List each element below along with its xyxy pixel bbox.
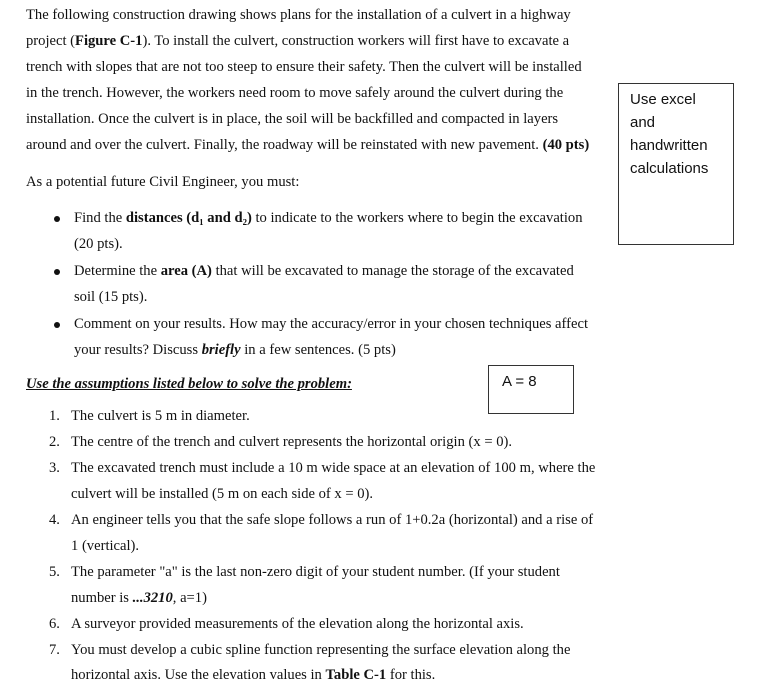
assumption-3-number: 3. bbox=[49, 460, 60, 476]
assumption-2-number: 2. bbox=[49, 434, 60, 450]
assumption-4-text-cont: 1 (vertical). bbox=[71, 538, 140, 554]
assumption-3-text-cont: culvert will be installed (5 m on each side of x = 0). bbox=[71, 486, 374, 502]
assumptions-heading: Use the assumptions listed below to solve the problem: bbox=[26, 376, 352, 392]
assumption-7-text-cont: horizontal axis. Use the elevation values in Table C-1 for this. bbox=[71, 667, 436, 683]
intro-line-3: trench with slopes that are not too steep to ensure their safety. Then the culvert will be installed bbox=[26, 59, 582, 75]
role-line: As a potential future Civil Engineer, you must: bbox=[26, 174, 300, 190]
assumption-7-number: 7. bbox=[49, 642, 60, 658]
assumption-4-text: An engineer tells you that the safe slope follows a run of 1+0.2a (horizontal) and a rise of bbox=[71, 512, 594, 528]
side-note-line-2: and bbox=[630, 114, 656, 131]
intro-line-6: around and over the culvert. Finally, the roadway will be reinstated with new pavement. (40 pts) bbox=[26, 137, 590, 153]
bullet-2-line-1: Determine the area (A) that will be excavated to manage the storage of the excavated bbox=[74, 263, 574, 279]
assumption-7-text: You must develop a cubic spline function representing the surface elevation along the bbox=[71, 642, 571, 658]
intro-line-4: in the trench. However, the workers need room to move safely around the culvert during the bbox=[26, 85, 564, 101]
bullet-dot-icon bbox=[54, 216, 60, 222]
side-note-line-1: Use excel bbox=[630, 91, 696, 108]
a-value-box: A = 8 bbox=[488, 365, 574, 414]
side-note-box bbox=[618, 83, 734, 245]
intro-line-2: project (Figure C-1). To install the culvert, construction workers will first have to excavate a bbox=[26, 33, 570, 49]
assumption-5-text: The parameter "a" is the last non-zero digit of your student number. (If your student bbox=[71, 564, 560, 580]
assumption-6-number: 6. bbox=[49, 616, 60, 632]
assumption-5-text-cont: number is ...3210, a=1) bbox=[71, 590, 207, 606]
assumption-1-number: 1. bbox=[49, 408, 60, 424]
assumption-6-text: A surveyor provided measurements of the elevation along the horizontal axis. bbox=[71, 616, 524, 632]
bullet-1-line-1: Find the distances (d₁ and d₂) to indicate to the workers where to begin the excavation bbox=[74, 210, 583, 226]
points-total: (40 pts) bbox=[542, 137, 590, 153]
bullet-dot-icon bbox=[54, 322, 60, 328]
bullet-3-line-2: your results? Discuss briefly in a few sentences. (5 pts) bbox=[74, 342, 396, 358]
assumption-4-number: 4. bbox=[49, 512, 60, 528]
assumption-3-text: The excavated trench must include a 10 m wide space at an elevation of 100 m, where the bbox=[71, 460, 596, 476]
assumption-5-number: 5. bbox=[49, 564, 60, 580]
side-note-line-3: handwritten bbox=[630, 137, 708, 154]
intro-line-5: installation. Once the culvert is in place, the soil will be backfilled and compacted in layers bbox=[26, 111, 559, 127]
side-note-line-4: calculations bbox=[630, 160, 709, 177]
bullet-dot-icon bbox=[54, 269, 60, 275]
intro-line-1: The following construction drawing shows plans for the installation of a culvert in a highway bbox=[26, 7, 571, 23]
assumption-1-text: The culvert is 5 m in diameter. bbox=[71, 408, 250, 424]
bullet-1-line-2: (20 pts). bbox=[74, 236, 123, 252]
assumption-2-text: The centre of the trench and culvert represents the horizontal origin (x = 0). bbox=[71, 434, 513, 450]
bullet-3-line-1: Comment on your results. How may the accuracy/error in your chosen techniques affect bbox=[74, 316, 588, 332]
bullet-2-line-2: soil (15 pts). bbox=[74, 289, 148, 305]
figure-reference: Figure C-1 bbox=[75, 33, 143, 49]
